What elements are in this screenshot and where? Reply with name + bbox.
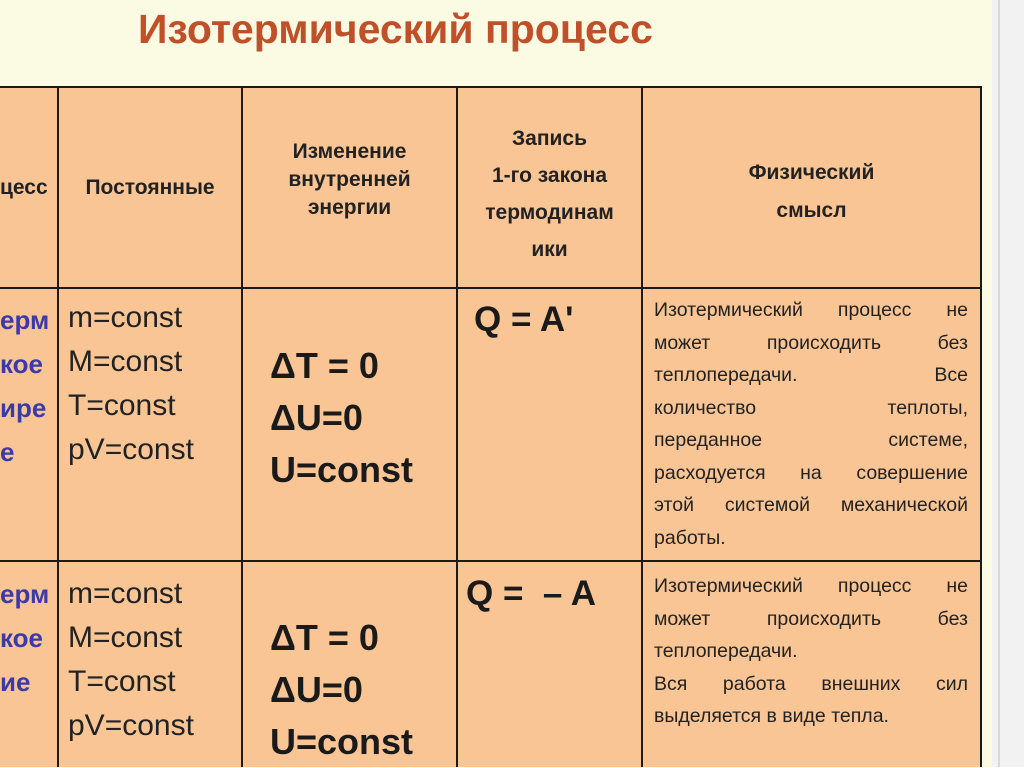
row1-process-fragment xyxy=(0,298,49,474)
header-line: Изменение xyxy=(292,140,407,163)
header-line: внутренней xyxy=(288,168,411,191)
meaning-line: Изотермический процесс не xyxy=(654,575,968,597)
row1-constants xyxy=(68,296,194,472)
constant-item: M=const xyxy=(68,621,183,654)
table-border-top xyxy=(0,86,982,88)
meaning-line: работы. xyxy=(654,526,726,549)
header-physical-meaning xyxy=(643,154,980,230)
fragment-line: ире xyxy=(0,393,47,423)
meaning-line: теплопередачи. Все xyxy=(654,364,968,386)
constant-item: m=const xyxy=(68,301,183,334)
meaning-line: теплопередачи. xyxy=(654,640,798,662)
row1-energy xyxy=(270,340,413,496)
row2-meaning xyxy=(654,570,968,733)
page-title: Изотермический процесс xyxy=(138,6,653,52)
energy-item: U=const xyxy=(270,449,414,490)
fragment-line: ерм xyxy=(0,305,50,335)
meaning-line: Изотермический процесс не xyxy=(654,299,968,321)
right-edge-strip xyxy=(992,0,1024,767)
meaning-line: Вся работа внешних сил xyxy=(654,672,968,695)
meaning-line: выделяется в виде тепла. xyxy=(654,705,889,727)
edge-line xyxy=(998,0,1000,767)
header-line: энергии xyxy=(307,196,392,219)
header-line: термодинам xyxy=(485,201,614,224)
constant-item: pV=const xyxy=(68,433,194,466)
row-divider xyxy=(0,560,982,562)
header-first-law xyxy=(458,120,641,268)
fragment-line: ерм xyxy=(0,579,50,609)
row2-constants xyxy=(68,572,194,748)
energy-item: ΔT = 0 xyxy=(270,345,379,386)
constant-item: M=const xyxy=(68,345,183,378)
header-process: цесс xyxy=(0,176,48,199)
header-line: Физический xyxy=(748,161,875,184)
header-constants: Постоянные xyxy=(85,176,215,199)
header-line: смысл xyxy=(776,199,847,222)
process-table xyxy=(0,86,982,767)
energy-item: ΔU=0 xyxy=(270,397,363,438)
row2-process-fragment xyxy=(0,572,49,704)
row1-formula: Q = A' xyxy=(474,300,574,339)
header-line: 1-го закона xyxy=(491,164,608,187)
fragment-line: е xyxy=(0,437,15,467)
table-border-right xyxy=(980,86,982,767)
fragment-line: кое xyxy=(0,349,44,379)
header-line: ики xyxy=(531,238,568,261)
row2-energy xyxy=(270,612,413,768)
meaning-line: расходуется на совершение xyxy=(654,461,968,484)
meaning-line: может происходить без xyxy=(654,607,968,630)
energy-item: ΔU=0 xyxy=(270,669,363,710)
energy-item: ΔT = 0 xyxy=(270,617,379,658)
constant-item: pV=const xyxy=(68,709,194,742)
meaning-line: переданное системе, xyxy=(654,429,968,451)
meaning-line: этой системой механической xyxy=(654,494,968,516)
header-line: Запись xyxy=(511,127,588,150)
row2-formula: Q = – A xyxy=(466,574,597,613)
row1-meaning xyxy=(654,294,968,554)
header-energy-change xyxy=(243,138,456,222)
row-divider xyxy=(0,287,982,289)
constant-item: T=const xyxy=(68,389,176,422)
meaning-line: может происходить без xyxy=(654,331,968,354)
fragment-line: кое xyxy=(0,623,44,653)
energy-item: U=const xyxy=(270,721,414,762)
meaning-line: количество теплоты, xyxy=(654,396,968,419)
constant-item: m=const xyxy=(68,577,183,610)
fragment-line: ие xyxy=(0,667,31,697)
constant-item: T=const xyxy=(68,665,176,698)
